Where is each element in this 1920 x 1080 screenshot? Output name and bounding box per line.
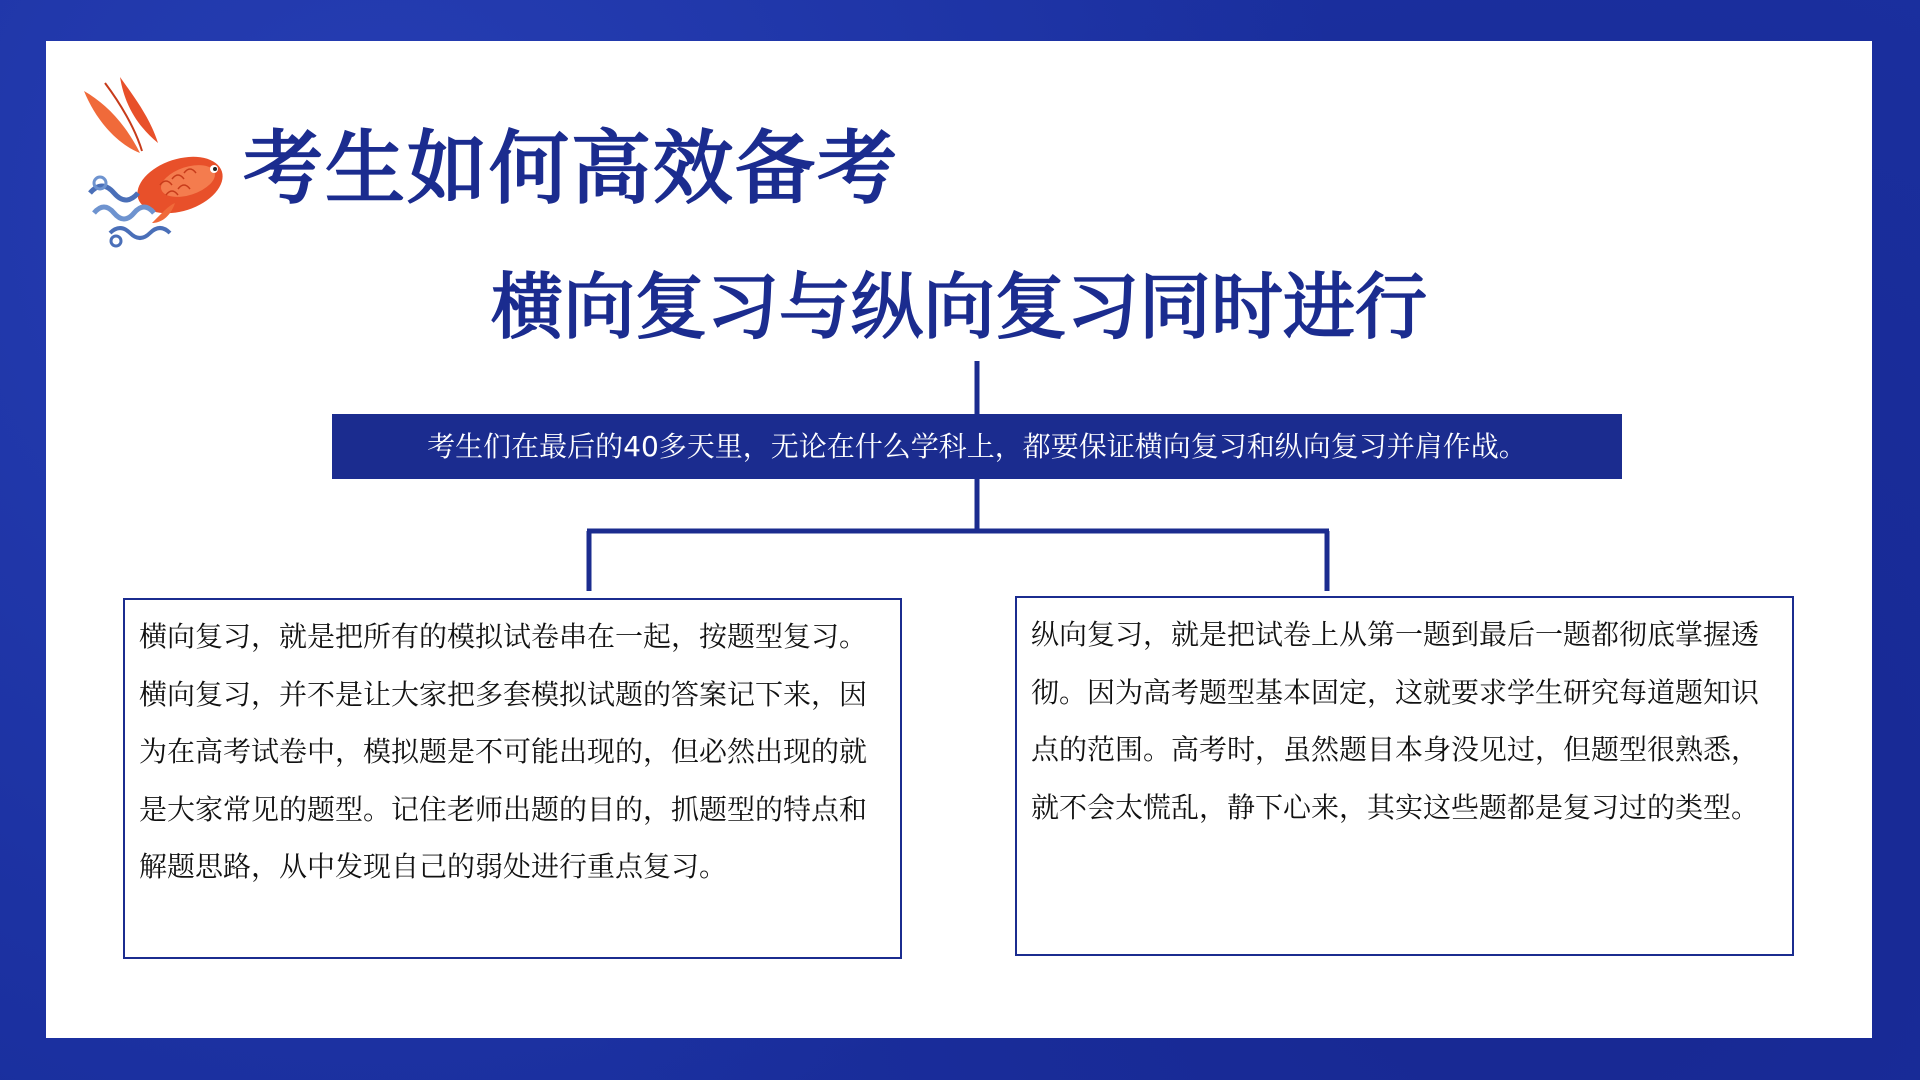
diagram-subtitle: 横向复习与纵向复习同时进行 xyxy=(490,265,1427,349)
koi-fish-icon xyxy=(80,73,230,248)
slide-card xyxy=(46,41,1872,1038)
vertical-review-box: 纵向复习，就是把试卷上从第一题到最后一题都彻底掌握透彻。因为高考题型基本固定，这就要求学生研究每道题知识点的范围。高考时，虽然题目本身没见过，但题型很熟悉，就不会太慌乱，静下心来，其实这些题都是复习过的类型。 xyxy=(1015,596,1794,956)
horizontal-review-box: 横向复习，就是把所有的模拟试卷串在一起，按题型复习。横向复习，并不是让大家把多套模拟试题的答案记下来，因为在高考试卷中，模拟题是不可能出现的，但必然出现的就是大家常见的题型。记住老师出题的目的，抓题型的特点和解题思路，从中发现自己的弱处进行重点复习。 xyxy=(123,598,902,959)
summary-bar: 考生们在最后的40多天里，无论在什么学科上，都要保证横向复习和纵向复习并肩作战。 xyxy=(332,414,1622,479)
page-title: 考生如何高效备考 xyxy=(243,122,899,215)
